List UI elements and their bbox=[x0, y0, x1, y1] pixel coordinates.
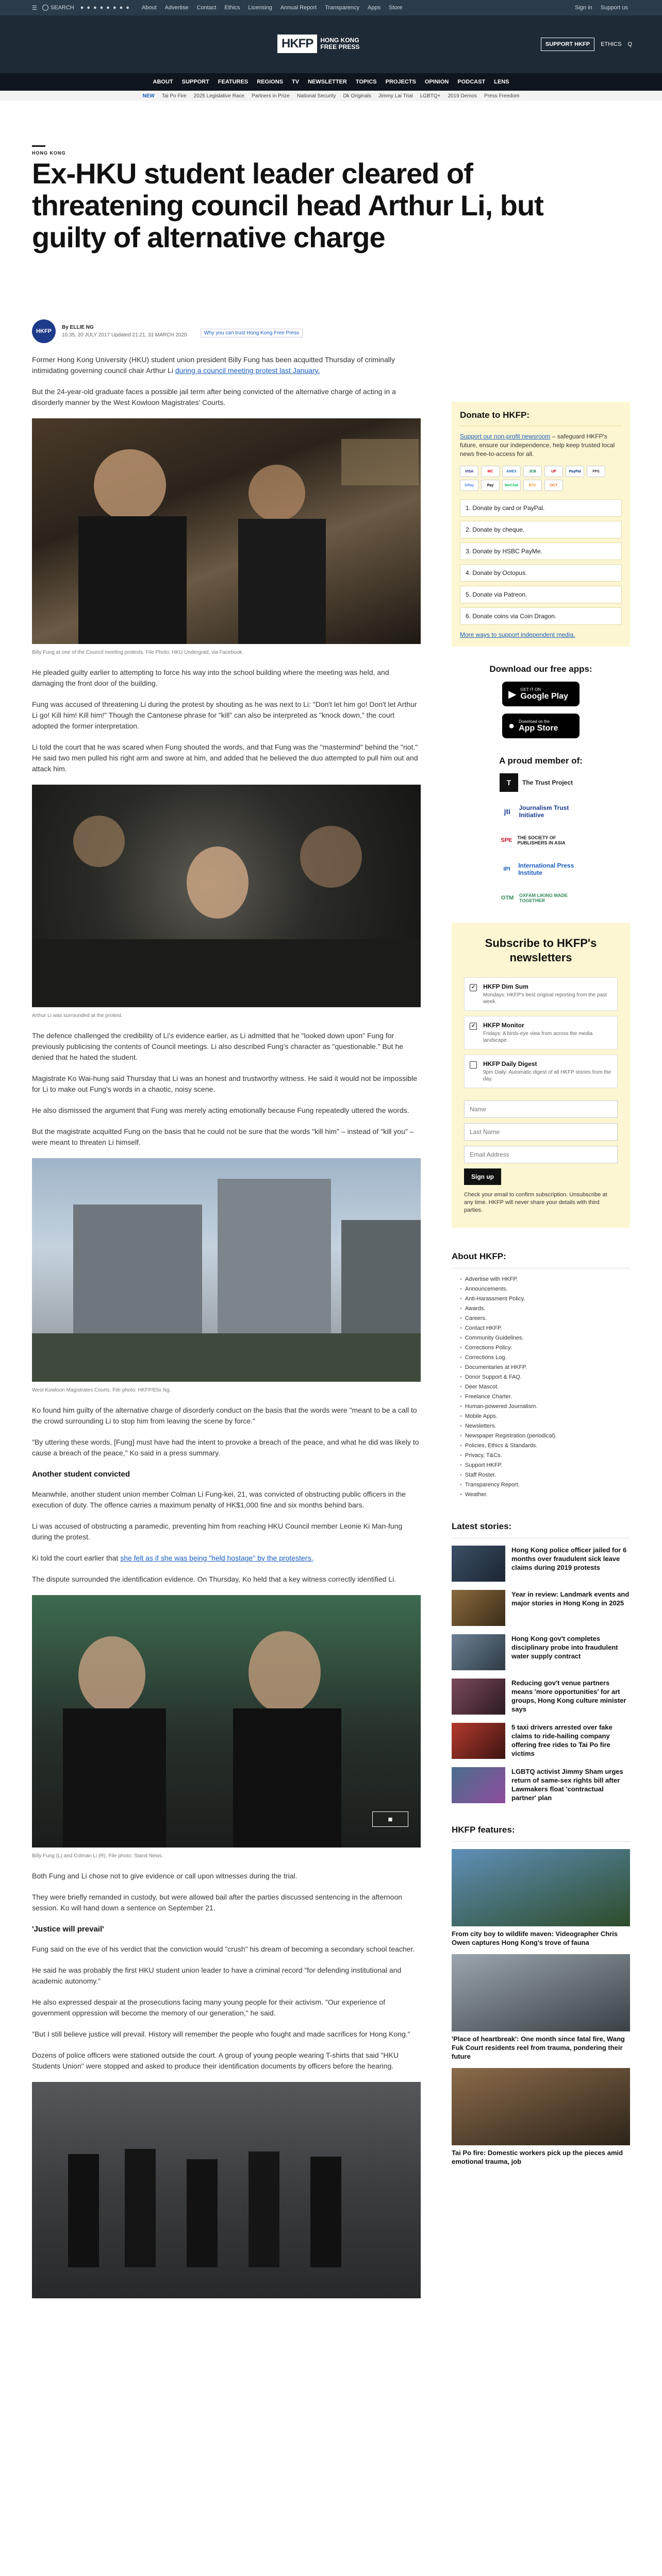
story-item[interactable]: Hong Kong gov't completes disciplinary probe into fraudulent water supply contract bbox=[452, 1634, 630, 1670]
donate-option-card[interactable]: 1. Donate by card or PayPal. bbox=[460, 499, 622, 517]
nav-support[interactable]: SUPPORT bbox=[181, 79, 209, 85]
newsletter-box bbox=[452, 923, 630, 1228]
feature-item[interactable]: 'Place of heartbreak': One month since fatal fire, Wang Fuk Court residents reel from trauma, pondering their future bbox=[452, 1954, 630, 2061]
photo-fung-and-li bbox=[32, 1595, 421, 1848]
paragraph: Li told the court that he was scared when Fung shouted the words, and that Fung was the "mastermind" behind the "riot." He said two men pulled his right arm and swore at him, and added that he believed the duo attempted to pull him out and attack him. bbox=[32, 743, 418, 773]
figure bbox=[32, 2082, 421, 2298]
about-link[interactable]: • Staff Roster. bbox=[460, 1470, 630, 1480]
google-play-icon: ▶ bbox=[508, 688, 517, 700]
story-item[interactable]: Year in review: Landmark events and major stories in Hong Kong in 2025 bbox=[452, 1590, 630, 1626]
story-thumbnail bbox=[452, 1723, 505, 1759]
figure bbox=[32, 418, 421, 658]
mastercard-icon: MC bbox=[481, 466, 500, 477]
sign-in-link[interactable]: Sign in bbox=[575, 5, 592, 11]
donate-option-octopus[interactable]: 4. Donate by Octopus. bbox=[460, 564, 622, 582]
newsletter-title: Subscribe to HKFP's newsletters bbox=[485, 937, 597, 964]
about-link[interactable]: • Policies, Ethics & Standards. bbox=[460, 1441, 630, 1451]
about-section bbox=[452, 1245, 630, 1500]
oxfam-icon: OTM bbox=[501, 895, 514, 901]
nav-opinion[interactable]: OPINION bbox=[424, 79, 449, 85]
amex-icon: AMEX bbox=[502, 466, 521, 477]
feature-item[interactable]: Tai Po fire: Domestic workers pick up the pieces amid emotional trauma, job bbox=[452, 2068, 630, 2166]
subnav-item[interactable]: Jimmy Lai Trial bbox=[378, 93, 413, 99]
story-thumbnail bbox=[452, 1590, 505, 1626]
member-sopa[interactable]: SPE THE SOCIETY OF PUBLISHERS IN ASIA bbox=[500, 831, 582, 850]
social-icons: ●●●●●●●● bbox=[80, 5, 133, 11]
paragraph: "By uttering these words, [Fung] must have had the intent to provoke a breach of the peace, and what he did was likely to cause a breach of the peace," Ko said in a press summary. bbox=[32, 1438, 419, 1457]
subnav-item[interactable]: 2025 Legislative Race bbox=[193, 93, 245, 99]
google-pay-icon: GPay bbox=[460, 480, 478, 491]
apps-title: Download our free apps: bbox=[489, 664, 592, 674]
about-link[interactable]: • Human-powered Journalism. bbox=[460, 1402, 630, 1412]
subnav-item[interactable]: Tai Po Fire bbox=[161, 93, 187, 99]
about-link[interactable]: • Anti-Harassment Policy. bbox=[460, 1294, 630, 1304]
member-oxfam[interactable]: OTM OXFAM LIKING MADE TOGETHER bbox=[500, 889, 582, 907]
sub-nav bbox=[0, 91, 662, 101]
nav-features[interactable]: FEATURES bbox=[218, 79, 249, 85]
utility-link-about[interactable]: About bbox=[141, 5, 157, 11]
member-ipi[interactable]: IPI International Press Institute bbox=[500, 860, 582, 878]
paragraph: He pleaded guilty earlier to attempting to force his way into the school building where the meeting was held, and damaging the front door of the building. bbox=[32, 668, 389, 687]
utility-link-annual-report[interactable]: Annual Report bbox=[280, 5, 317, 11]
story-thumbnail bbox=[452, 1634, 505, 1670]
about-link[interactable]: • Donor Support & FAQ. bbox=[460, 1372, 630, 1382]
checkbox[interactable] bbox=[470, 1061, 477, 1069]
photo-caption: Billy Fung (L) and Colman Li (R). File photo: Stand News. bbox=[32, 1853, 163, 1859]
story-item[interactable]: LGBTQ activist Jimmy Sham urges return of same-sex rights bill after Lawmakers float 'contractual partner' plan bbox=[452, 1767, 630, 1803]
nav-newsletter[interactable]: NEWSLETTER bbox=[308, 79, 347, 85]
about-link[interactable]: • Community Guidelines. bbox=[460, 1333, 630, 1343]
story-item[interactable]: Hong Kong police officer jailed for 6 months over fraudulent sick leave claims during 2019 protests bbox=[452, 1546, 630, 1582]
top-utility-bar bbox=[0, 0, 662, 15]
category-kicker[interactable]: HONG KONG bbox=[32, 150, 66, 156]
about-link[interactable]: • Announcements. bbox=[460, 1284, 630, 1294]
bitcoin-icon: BTC bbox=[523, 480, 542, 491]
utility-link-transparency[interactable]: Transparency bbox=[325, 5, 360, 11]
google-play-button[interactable]: ▶ GET IT ON Google Play bbox=[502, 682, 580, 706]
apple-icon: ● bbox=[508, 720, 515, 732]
ethics-link[interactable]: ETHICS bbox=[601, 41, 622, 47]
about-link[interactable]: • Careers. bbox=[460, 1314, 630, 1324]
about-link[interactable]: • Corrections Policy. bbox=[460, 1343, 630, 1353]
author-avatar: HKFP bbox=[32, 319, 56, 343]
nav-podcast[interactable]: PODCAST bbox=[457, 79, 486, 85]
council-protest-link[interactable]: during a council meeting protest last January. bbox=[175, 366, 320, 375]
photo-students-outside-court bbox=[32, 2082, 421, 2298]
new-badge: NEW bbox=[142, 93, 155, 99]
story-thumbnail bbox=[452, 1546, 505, 1582]
logo-line-2: FREE PRESS bbox=[320, 43, 360, 50]
about-link[interactable]: • Awards. bbox=[460, 1304, 630, 1314]
about-link[interactable]: • Weather. bbox=[460, 1490, 630, 1500]
subnav-item[interactable]: 2019 Demos bbox=[448, 93, 477, 99]
search-link[interactable]: SEARCH bbox=[42, 5, 74, 11]
checkbox[interactable]: ✓ bbox=[470, 984, 477, 991]
sign-up-button[interactable]: Sign up bbox=[464, 1168, 501, 1185]
story-item[interactable]: 5 taxi drivers arrested over fake claims to ride-hailing company offering free rides to Tai Po fire victims bbox=[452, 1723, 630, 1759]
paragraph: He said he was probably the first HKU student union leader to have a criminal record "for defending institutional and academic autonomy." bbox=[32, 1966, 402, 1985]
figure bbox=[32, 785, 421, 1021]
donate-option-cheque[interactable]: 2. Donate by cheque. bbox=[460, 521, 622, 538]
logo-mark: HKFP bbox=[277, 35, 317, 53]
first-name-input[interactable] bbox=[464, 1100, 618, 1118]
donate-title: Donate to HKFP: bbox=[460, 410, 622, 426]
figure bbox=[32, 1158, 421, 1396]
about-link[interactable]: • Mobile Apps. bbox=[460, 1412, 630, 1421]
utility-link-store[interactable]: Store bbox=[389, 5, 403, 11]
utility-link-apps[interactable]: Apps bbox=[368, 5, 381, 11]
paragraph: He also dismissed the argument that Fung was merely acting emotionally because Fung repeatedly uttered the words. bbox=[32, 1106, 409, 1114]
donate-option-patreon[interactable]: 5. Donate via Patreon. bbox=[460, 586, 622, 603]
feature-thumbnail bbox=[452, 2068, 630, 2145]
sopa-icon: SPE bbox=[501, 837, 512, 843]
figure bbox=[32, 1595, 421, 1861]
utility-link-contact[interactable]: Contact bbox=[196, 5, 217, 11]
about-link[interactable]: • Transparency Report. bbox=[460, 1480, 630, 1490]
visa-icon: VISA bbox=[460, 466, 478, 477]
paragraph: He also expressed despair at the prosecutions facing many young people for their activism. "Our experience of government oppression will become the memory of our generation," he said. bbox=[32, 1998, 386, 2017]
about-title: About HKFP: bbox=[452, 1245, 630, 1268]
paragraph: Meanwhile, another student union member Colman Li Fung-kei, 21, was convicted of obstructing public officers in the execution of duty. The offence carries a maximum penalty of HK$1,000 fine and six months behind bars. bbox=[32, 1490, 406, 1509]
author-name[interactable]: By ELLIE NG bbox=[62, 325, 94, 330]
latest-title: Latest stories: bbox=[452, 1515, 630, 1538]
photo-caption: West Kowloon Magistrates Courts. File photo: HKFP/Elix Ng. bbox=[32, 1387, 171, 1393]
paragraph: Fung said on the eve of his verdict that the conviction would "crush" his dream of becoming a secondary school teacher. bbox=[32, 1945, 415, 1953]
feature-thumbnail bbox=[452, 1954, 630, 2031]
photo-caption: Billy Fung at one of the Council meeting protests. File Photo: HKU Undergrad, via Facebook. bbox=[32, 650, 244, 655]
about-link[interactable]: • Corrections Log. bbox=[460, 1353, 630, 1363]
jcb-icon: JCB bbox=[523, 466, 542, 477]
kicker-rule bbox=[32, 145, 45, 147]
unionpay-icon: UP bbox=[544, 466, 563, 477]
utility-link-ethics[interactable]: Ethics bbox=[224, 5, 240, 11]
latest-stories bbox=[452, 1515, 630, 1803]
paragraph: They were briefly remanded in custody, but were allowed bail after the parties discussed sentencing in the afternoon session. Ko will hand down a sentence on September 21. bbox=[32, 1893, 403, 1912]
article-title: Ex-HKU student leader cleared of threatening council head Arthur Li, but guilty of alternative charge bbox=[32, 157, 543, 253]
photo-billy-fung-protest bbox=[32, 418, 421, 644]
about-link[interactable]: • Newspaper Registration (periodical). bbox=[460, 1431, 630, 1441]
about-list bbox=[452, 1275, 630, 1500]
story-thumbnail bbox=[452, 1767, 505, 1803]
last-name-input[interactable] bbox=[464, 1123, 618, 1141]
octopus-icon: OCT bbox=[544, 480, 563, 491]
paragraph: Fung was accused of threatening Li during the protest by shouting as he was next to Li: "Don't let him go! Don't let Arthur Li go! Kill him! Kill him!" Though the Cantonese phrase for "kill" can also be interpreted as "knock down," the court adopted the former interpretation. bbox=[32, 700, 417, 730]
paragraph: Ko found him guilty of the alternative charge of disorderly conduct on the basis that the words were "meant to be a call to the crowd surrounding Li to stop him from leaving the scene by force." bbox=[32, 1406, 417, 1425]
about-link[interactable]: • Privacy, T&Cs. bbox=[460, 1451, 630, 1461]
ipi-icon: IPI bbox=[503, 866, 510, 872]
app-store-button[interactable]: ● Download on the App Store bbox=[502, 714, 580, 738]
paragraph: Magistrate Ko Wai-hung said Thursday that Li was an honest and trustworthy witness. He said it would not be impossible for Li to make out Fung's words in a chaotic, noisy scene. bbox=[32, 1074, 418, 1093]
site-logo[interactable] bbox=[277, 33, 359, 54]
photo-arthur-li-surrounded bbox=[32, 785, 421, 1007]
paragraph: Li was accused of obstructing a paramedic, preventing him from reaching HKU Council member Leonie Ki Man-fung during the protest. bbox=[32, 1522, 403, 1541]
subnav-item[interactable]: National Security bbox=[296, 93, 336, 99]
donate-box bbox=[452, 402, 630, 647]
utility-link-advertise[interactable]: Advertise bbox=[164, 5, 189, 11]
utility-links bbox=[142, 5, 403, 11]
photo-caption: Arthur Li was surrounded at the protest. bbox=[32, 1013, 123, 1019]
payment-methods bbox=[460, 466, 622, 491]
subnav-item[interactable]: Dk Originals bbox=[343, 93, 372, 99]
donate-intro: Support our non-profit newsroom – safeguard HKFP's future, ensure our independence, help keep trusted local news free-to-access for all. bbox=[460, 433, 615, 457]
fps-icon: FPS bbox=[587, 466, 605, 477]
nav-regions[interactable]: REGIONS bbox=[257, 79, 283, 85]
wechat-pay-icon: WeChat bbox=[502, 480, 521, 491]
article-body bbox=[32, 354, 421, 2308]
member-trust-project[interactable]: T The Trust Project bbox=[500, 773, 582, 792]
about-link[interactable]: • Contact HKFP. bbox=[460, 1324, 630, 1333]
nav-about[interactable]: ABOUT bbox=[153, 79, 173, 85]
member-jti[interactable]: jti Journalism Trust Initiative bbox=[500, 802, 582, 821]
about-link[interactable]: • Support HKFP. bbox=[460, 1461, 630, 1470]
site-header bbox=[0, 15, 662, 73]
non-profit-link[interactable]: Support our non-profit newsroom bbox=[460, 433, 551, 440]
donate-option-coin-dragon[interactable]: 6. Donate coins via Coin Dragon. bbox=[460, 607, 622, 625]
checkbox[interactable]: ✓ bbox=[470, 1023, 477, 1030]
features-title: HKFP features: bbox=[452, 1819, 630, 1842]
donate-option-payme[interactable]: 3. Donate by HSBC PayMe. bbox=[460, 543, 622, 560]
menu-icon[interactable]: ☰ bbox=[32, 5, 37, 11]
search-icon bbox=[42, 5, 48, 11]
about-link[interactable]: • Newsletters. bbox=[460, 1421, 630, 1431]
support-us-link[interactable]: Support us bbox=[600, 5, 628, 11]
subnav-item[interactable]: Partners in Prize bbox=[252, 93, 290, 99]
apple-pay-icon: Pay bbox=[481, 480, 500, 491]
newsletter-option-monitor[interactable]: ✓ HKFP Monitor Fridays: A birds-eye view from across the media landscape. bbox=[464, 1016, 618, 1049]
trust-project-icon: T bbox=[500, 773, 518, 792]
subheading: 'Justice will prevail' bbox=[32, 1925, 104, 1934]
email-input[interactable] bbox=[464, 1146, 618, 1163]
photo-magistrates-court bbox=[32, 1158, 421, 1382]
subnav-item[interactable]: LGBTQ+ bbox=[420, 93, 441, 99]
utility-link-licensing[interactable]: Licensing bbox=[248, 5, 272, 11]
feature-item[interactable]: From city boy to wildlife maven: Videographer Chris Owen captures Hong Kong's trove of fauna bbox=[452, 1849, 630, 1947]
about-link[interactable]: • Deer Mascot. bbox=[460, 1382, 630, 1392]
paragraph: "But I still believe justice will prevail. History will remember the people who fought and made sacrifices for Hong Kong." bbox=[32, 2030, 410, 2038]
nav-lens[interactable]: LENS bbox=[494, 79, 509, 85]
paragraph: Both Fung and Li chose not to give evidence or call upon witnesses during the trial. bbox=[32, 1872, 297, 1880]
subnav-item[interactable]: Press Freedom bbox=[484, 93, 520, 99]
paragraph: The defence challenged the credibility of Li's evidence earlier, as Li admitted that he "looked down upon" Fung for previously publicising the contents of Council meetings. Li also described Fung's character as "questionable." But he denied that he hated the student. bbox=[32, 1031, 404, 1061]
hkfp-features bbox=[452, 1819, 630, 2166]
paragraph: Ki told the court earlier that she felt as if she was being "held hostage" by the protesters. bbox=[32, 1554, 313, 1562]
newsletter-note: Check your email to confirm subscription. Unsubscribe at any time. HKFP will never share your details with third parties. bbox=[464, 1192, 607, 1213]
byline bbox=[32, 319, 303, 343]
about-link[interactable]: • Documentaries at HKFP. bbox=[460, 1363, 630, 1372]
paragraph: But the 24-year-old graduate faces a possible jail term after being convicted of the alternative charge of acting in a disorderly manner by the West Kowloon Magistrates' Courts. bbox=[32, 387, 396, 406]
nav-projects[interactable]: PROJECTS bbox=[385, 79, 416, 85]
about-link[interactable]: • Freelance Charter. bbox=[460, 1392, 630, 1402]
paragraph: Former Hong Kong University (HKU) student union president Billy Fung has been acquitted Thursday of criminally intimidating governing council chair Arthur Li during a council meeting protest last January. bbox=[32, 355, 395, 375]
story-item[interactable]: Reducing gov't venue partners means 'more opportunities' for art groups, Hong Kong culture minister says bbox=[452, 1679, 630, 1715]
nav-tv[interactable]: TV bbox=[292, 79, 300, 85]
nav-topics[interactable]: TOPICS bbox=[355, 79, 377, 85]
subheading: Another student convicted bbox=[32, 1470, 130, 1479]
more-ways-link[interactable]: More ways to support independent media. bbox=[460, 631, 575, 638]
feature-thumbnail bbox=[452, 1849, 630, 1926]
newsletter-option-dim-sum[interactable]: ✓ HKFP Dim Sum Mondays: HKFP's best original reporting from the past week. bbox=[464, 977, 618, 1011]
logo-line-1: HONG KONG bbox=[320, 37, 359, 44]
about-link[interactable]: • Advertise with HKFP. bbox=[460, 1275, 630, 1284]
trust-link[interactable]: Why you can trust Hong Kong Free Press bbox=[201, 329, 303, 337]
paragraph: But the magistrate acquitted Fung on the basis that he could not be sure that the words "kill him" – instead of "kill you" – were meant to threaten Li himself. bbox=[32, 1127, 414, 1146]
sidebar bbox=[452, 402, 630, 2173]
paypal-icon: PayPal bbox=[566, 466, 584, 477]
member-title: A proud member of: bbox=[499, 756, 583, 766]
story-thumbnail bbox=[452, 1679, 505, 1715]
search-icon[interactable]: Q bbox=[627, 41, 632, 47]
stand-news-logo: ▦ bbox=[372, 1811, 408, 1827]
paragraph: The dispute surrounded the identification evidence. On Thursday, Ko held that a key witness correctly identified Li. bbox=[32, 1575, 396, 1583]
article-dates: 10:35, 20 JULY 2017 Updated 21:21, 31 MARCH 2020 bbox=[62, 332, 187, 338]
newsletter-option-daily-digest[interactable]: HKFP Daily Digest 9pm Daily: Automatic digest of all HKFP stories from the day. bbox=[464, 1055, 618, 1088]
main-nav bbox=[0, 73, 662, 91]
held-hostage-link[interactable]: she felt as if she was being "held hostage" by the protesters. bbox=[120, 1554, 313, 1562]
support-hkfp-button[interactable]: SUPPORT HKFP bbox=[541, 38, 594, 51]
jti-icon: jti bbox=[504, 807, 511, 816]
paragraph: Dozens of police officers were stationed outside the court. A group of young people wearing T-shirts that said "HKU Students Union" were stopped and asked to produce their identification documents by officers before the hearing. bbox=[32, 2051, 399, 2070]
